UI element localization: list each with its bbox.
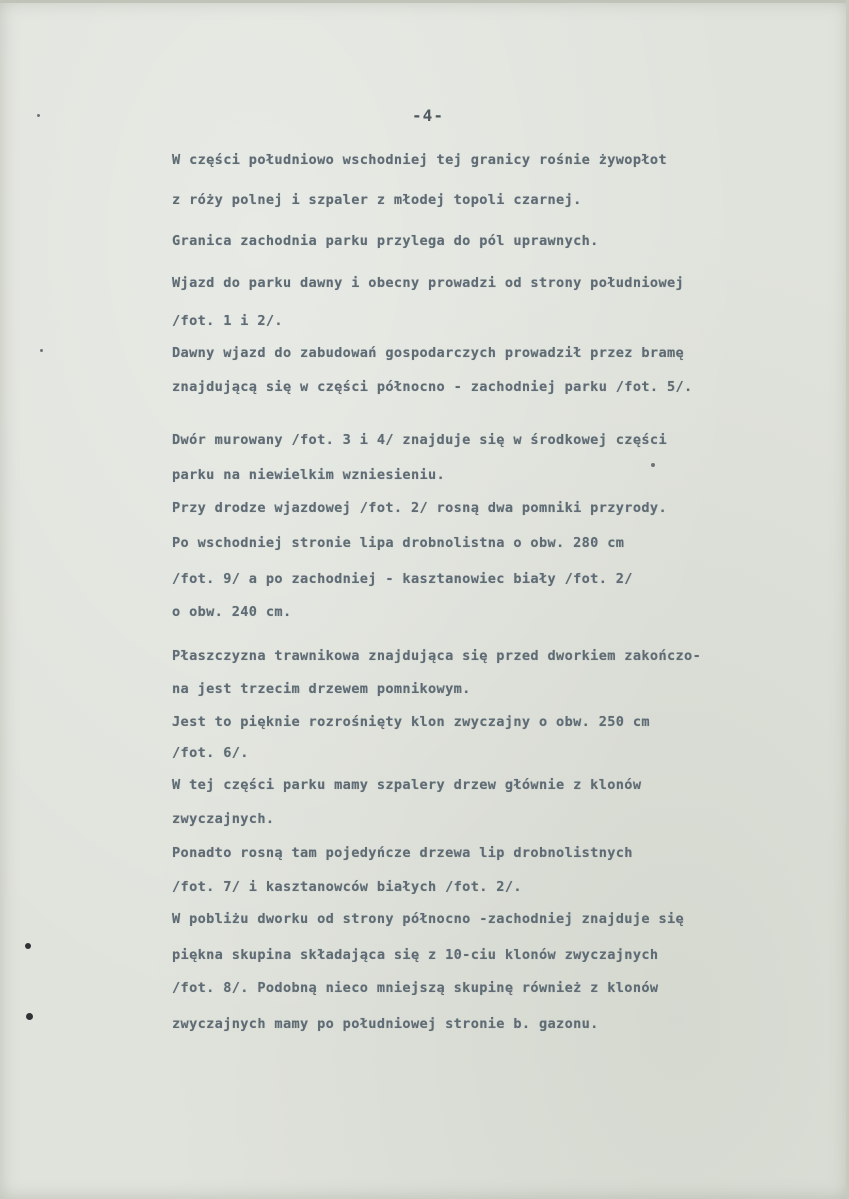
text-line: Granica zachodnia parku przylega do pól uprawnych.	[172, 233, 599, 249]
text-line: zwyczajnych mamy po południowej stronie b. gazonu.	[172, 1016, 599, 1032]
text-line: zwyczajnych.	[172, 811, 275, 827]
text-line: W części południowo wschodniej tej granicy rośnie żywopłot	[172, 152, 667, 168]
text-line: /fot. 9/ a po zachodniej - kasztanowiec biały /fot. 2/	[172, 571, 633, 587]
text-line: znajdującą się w części północno - zachodniej parku /fot. 5/.	[172, 379, 693, 395]
binder-hole-mark	[25, 943, 31, 949]
text-line: Po wschodniej stronie lipa drobnolistna o obw. 280 cm	[172, 535, 625, 551]
text-line: /fot. 7/ i kasztanowców białych /fot. 2/.	[172, 879, 522, 895]
text-line: /fot. 8/. Podobną nieco mniejszą skupinę również z klonów	[172, 980, 659, 996]
text-line: /fot. 6/.	[172, 745, 249, 761]
text-line: o obw. 240 cm.	[172, 604, 292, 620]
text-line: parku na niewielkim wzniesieniu.	[172, 467, 446, 483]
text-line: Ponadto rosną tam pojedyńcze drzewa lip drobnolistnych	[172, 845, 633, 861]
text-line: /fot. 1 i 2/.	[172, 313, 283, 329]
paper-speck	[40, 349, 43, 352]
paper-speck	[651, 463, 655, 467]
text-line: Płaszczyzna trawnikowa znajdująca się przed dworkiem zakończo-	[172, 648, 702, 664]
paper-speck	[37, 114, 40, 117]
page-number: -4-	[412, 106, 444, 125]
text-line: Dwór murowany /fot. 3 i 4/ znajduje się w środkowej części	[172, 432, 667, 448]
text-line: Jest to pięknie rozrośnięty klon zwyczajny o obw. 250 cm	[172, 714, 650, 730]
text-line: Przy drodze wjazdowej /fot. 2/ rosną dwa pomniki przyrody.	[172, 500, 667, 516]
text-line: Dawny wjazd do zabudowań gospodarczych prowadził przez bramę	[172, 345, 685, 361]
text-line: piękna skupina składająca się z 10-ciu klonów zwyczajnych	[172, 947, 659, 963]
text-line: Wjazd do parku dawny i obecny prowadzi od strony południowej	[172, 275, 685, 291]
text-line: W tej części parku mamy szpalery drzew głównie z klonów	[172, 777, 642, 793]
text-line: W pobliżu dworku od strony północno -zachodniej znajduje się	[172, 911, 685, 927]
text-line: na jest trzecim drzewem pomnikowym.	[172, 681, 471, 697]
binder-hole-mark	[26, 1013, 33, 1020]
text-line: z róży polnej i szpaler z młodej topoli czarnej.	[172, 192, 582, 208]
page-top-edge	[0, 0, 849, 3]
